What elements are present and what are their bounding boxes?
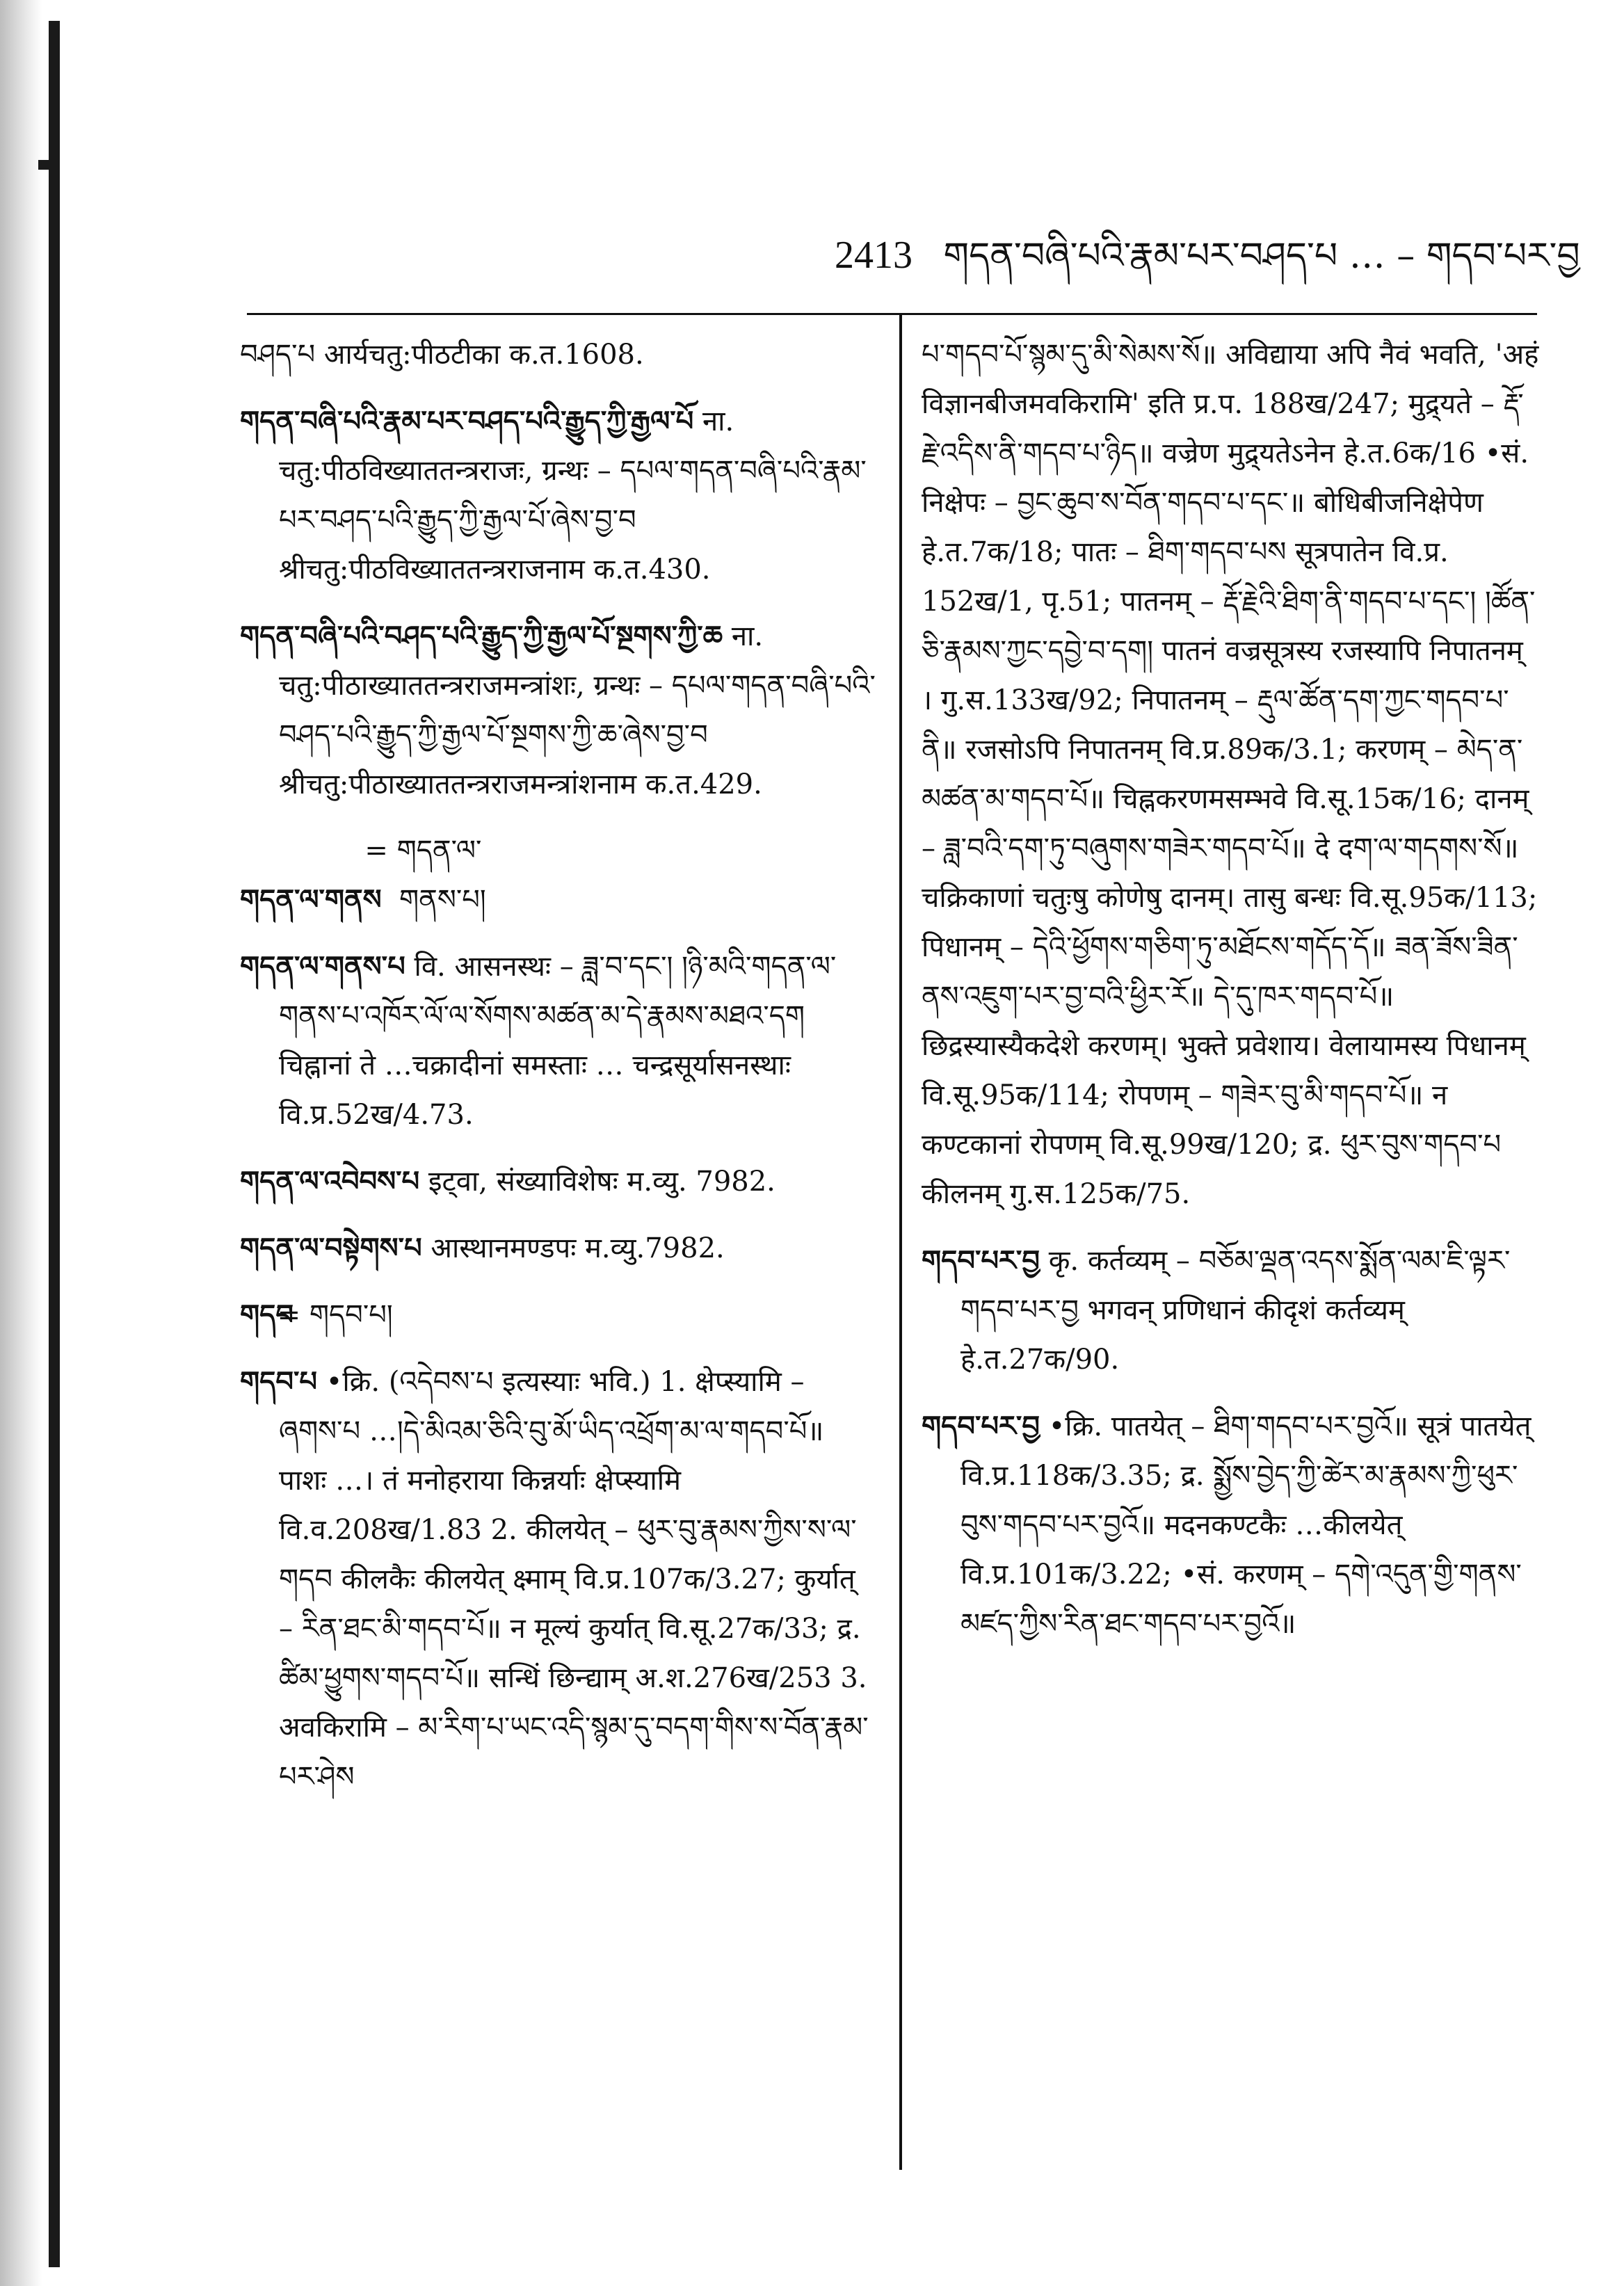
binding-edge bbox=[49, 21, 60, 2267]
entry-headword: གདན་ལ་འབེབས་པ bbox=[240, 1165, 420, 1198]
entry-text: = གདབ་པ། bbox=[277, 1299, 393, 1331]
entry-headword: གདན་ལ་བསྟེགས་པ bbox=[240, 1232, 422, 1264]
entry-text: བཤད་པ आर्यचतु:पीठटीका क.त.1608. bbox=[240, 339, 644, 371]
dictionary-entry bbox=[240, 611, 876, 810]
dictionary-entry bbox=[240, 1357, 876, 1802]
dictionary-entry bbox=[240, 396, 876, 595]
entry-text: ना. चतु:पीठविख्याततन्त्रराजः, ग्रन्थः – དཔལ་གདན་བཞི་པའི་རྣམ་པར་བཤད་པའི་རྒྱུད་ཀྱི་རྒྱལ་པོ་ཞེས་བྱ་བ श्रीचतु:पीठविख्याततन्त्रराजनाम क.त.430. bbox=[279, 405, 867, 586]
entry-headword: གདན་བཞི་པའི་བཤད་པའི་རྒྱུད་ཀྱི་རྒྱལ་པོ་སྔགས་ཀྱི་ཆ bbox=[240, 620, 723, 652]
entry-text: वि. आसनस्थः – ཟླ་བ་དང་། །ཉི་མའི་གདན་ལ་གནས་པ་འཁོར་ལོ་ལ་སོགས་མཚན་མ་དེ་རྣམས་མཐའ་དག चिह्नानां ते …चक्रादीनां समस्ताः … चन्द्रसूर्यासनस्थाः वि.प्र.52ख/4.73. bbox=[279, 951, 837, 1131]
dictionary-entry bbox=[240, 1223, 876, 1273]
dictionary-entry bbox=[922, 330, 1541, 1219]
entry-text: आस्थानमण्डपः म.व्यु.7982. bbox=[431, 1232, 725, 1264]
page-number: 2413 bbox=[835, 234, 913, 277]
column-divider bbox=[899, 313, 902, 2170]
entry-headword: གདབ་པར་བྱ bbox=[922, 1410, 1040, 1442]
dictionary-entry bbox=[240, 1157, 876, 1207]
scan-shadow bbox=[0, 0, 42, 2286]
binding-notch bbox=[38, 160, 59, 170]
entry-text: ना. चतु:पीठाख्याततन्त्रराजमन्त्रांशः, ग्रन्थः – དཔལ་གདན་བཞི་པའི་བཤད་པའི་རྒྱུད་ཀྱི་རྒྱལ་པོ་སྔགས་ཀྱི་ཆ་ཞེས་བྱ་བ श्रीचतु:पीठाख्याततन्त्रराजमन्त्रांशनाम क.त.429. bbox=[279, 620, 876, 800]
left-column bbox=[240, 330, 876, 1819]
entry-text: इट्वा, संख्याविशेषः म.व्यु. 7982. bbox=[428, 1166, 775, 1198]
header-rule bbox=[247, 313, 1537, 315]
dictionary-entry bbox=[240, 330, 876, 380]
entry-text: = གདན་ལ་གནས་པ། bbox=[364, 835, 486, 916]
running-title: གདན་བཞི་པའི་རྣམ་པར་བཤད་པ … – གདབ་པར་བྱ bbox=[943, 235, 1580, 277]
dictionary-entry bbox=[922, 1236, 1541, 1385]
entry-headword: གདབ bbox=[240, 1298, 294, 1331]
dictionary-entry bbox=[922, 1401, 1541, 1649]
entry-text: •क्रि. पातयेत् – ཐིག་གདབ་པར་བྱའོ॥ सूत्रं पातयेत् वि.प्र.118क/3.35; द्र. སྨྱོས་བྱེད་ཀྱི་ཚེར་མ་རྣམས་ཀྱི་ཕུར་བུས་གདབ་པར་བྱའོ॥ मदनकण्टकैः …कीलयेत् वि.प्र.101क/3.22; •सं. करणम् – དགེ་འདུན་གྱི་གནས་མཛད་ཀྱིས་རིན་ཐང་གདབ་པར་བྱའོ॥ bbox=[960, 1410, 1531, 1640]
entry-headword: གདབ་པ bbox=[240, 1365, 317, 1398]
entry-headword: གདབ་པར་བྱ bbox=[922, 1244, 1040, 1277]
entry-text: कृ. कर्तव्यम् – བཅོམ་ལྡན་འདས་སྨོན་ལམ་ཇི་ལྟར་གདབ་པར་བྱ भगवन् प्रणिधानं कीदृशं कर्तव्यम् हे.त.27क/90. bbox=[960, 1245, 1511, 1376]
dictionary-entry bbox=[240, 1290, 876, 1340]
page-header bbox=[835, 216, 1580, 277]
entry-headword: གདན་བཞི་པའི་རྣམ་པར་བཤད་པའི་རྒྱུད་ཀྱི་རྒྱལ་པོ bbox=[240, 405, 694, 437]
right-column bbox=[922, 330, 1541, 1666]
entry-text: པ་གདབ་པོ་སྙམ་དུ་མི་སེམས་སོ॥ अविद्याया अपि नैवं भवति, 'अहं विज्ञानबीजमवकिरामि' इति प्र.प. 188ख/247; मुद्र्यते – རྡོ་རྗེ་འདིས་ནི་གདབ་པ་ཉིད॥ वज्रेण मुद्र्यतेऽनेन हे.त.6क/16 •सं. निक्षेपः – བྱང་ཆུབ་ས་བོན་གདབ་པ་དང་॥ बोधिबीजनिक्षेपेण हे.त.7क/18; पातः – ཐིག་གདབ་པས सूत्रपातेन वि.प्र. 152ख/1, पृ.51; पातनम् – རྡོ་རྗེའི་ཐིག་ནི་གདབ་པ་དང་། །ཚོན་ཅི་རྣམས་ཀྱང་དབྱེ་བ་དག། पातनं वज्रसूत्रस्य रजस्यापि निपातनम् । गु.स.133ख/92; निपातनम् – རྡུལ་ཚོན་དག་ཀྱང་གདབ་པ་ནི॥ रजसोऽपि निपातनम् वि.प्र.89क/3.1; करणम् – མེད་ན་མཚན་མ་གདབ་པོ॥ चिह्नकरणमसम्भवे वि.सू.15क/16; दानम् – ཟླ་བའི་དག་ཏུ་བཞུགས་གཟེར་གདབ་པོ॥ दे दག་ལ་གདགས་སོ॥ चक्रिकाणां चतुःषु कोणेषु दानम्। तासु बन्धः वि.सू.95क/113; पिधानम् – དེའི་ཕྱོགས་གཅིག་ཏུ་མཐོངས་གདོད་དོ॥ ཟན་ཟོས་ཟིན་ནས་འཇུག་པར་བྱ་བའི་ཕྱིར་རོ॥ དེ་དུ་ཁར་གདབ་པོ॥ छिद्रस्यास्यैकदेशे करणम्। भुक्ते प्रवेशाय। वेलायामस्य पिधानम् वि.सू.95क/114; रोपणम् – གཟེར་བུ་མི་གདབ་པོ॥ न कण्टकानां रोपणम् वि.सू.99ख/120; द्र. ཕུར་བུས་གདབ་པ कीलनम् गु.स.125क/75. bbox=[922, 339, 1539, 1210]
entry-text: •क्रि. (འདེབས་པ इत्यस्याः भवि.) 1. क्षेप्स्यामि – ཞགས་པ …།དེ་མིའམ་ཅིའི་བུ་མོ་ཡིད་འཕྲོག་མ་ལ་གདབ་པོ॥ पाशः …। तं मनोहराया किन्नर्याः क्षेप्स्यामि वि.व.208ख/1.83 2. कीलयेत् – ཕུར་བུ་རྣམས་ཀྱིས་ས་ལ་གདབ कीलकैः कीलयेत् क्ष्माम् वि.प्र.107क/3.27; कुर्यात् – རིན་ཐང་མི་གདབ་པོ॥ न मूल्यं कुर्यात् वि.सू.27क/33; द्र. ཚིམ་ཕྱུགས་གདབ་པོ॥ सन्धिं छिन्द्याम् अ.श.276ख/253 3. अवकिरामि – མ་རིག་པ་ཡང་འདི་སྙམ་དུ་བདག་གིས་ས་བོན་རྣམ་པར་ཤེས bbox=[279, 1366, 869, 1793]
entry-headword: གདན་ལ་གནས bbox=[240, 883, 382, 916]
entry-headword: གདན་ལ་གནས་པ bbox=[240, 950, 405, 983]
dictionary-entry bbox=[240, 942, 876, 1140]
dictionary-entry bbox=[240, 826, 876, 925]
